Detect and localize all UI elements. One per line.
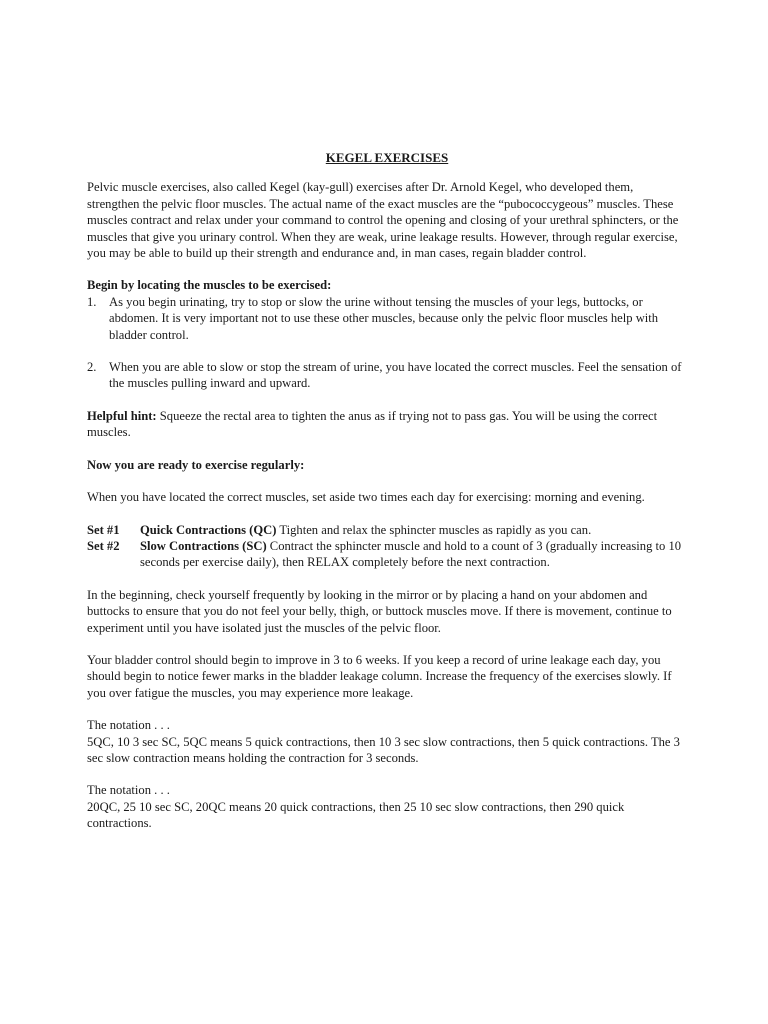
list-item bbox=[87, 359, 687, 392]
progress-paragraph: Your bladder control should begin to improve in 3 to 6 weeks. If you keep a record of urine leakage each day, you should begin to notice fewer marks in the bladder leakage column. Increase the frequency of the exercises slowly. If you over fatigue the muscles, you may experience more leakage. bbox=[87, 652, 672, 700]
steps-list bbox=[87, 294, 687, 392]
set-row bbox=[87, 522, 687, 538]
list-item-number: 1. bbox=[87, 294, 97, 309]
helpful-hint-label: Helpful hint: bbox=[87, 408, 157, 423]
notation-label: The notation . . . bbox=[87, 783, 170, 798]
document-title: KEGEL EXERCISES bbox=[325, 150, 449, 165]
sets-list bbox=[87, 522, 687, 571]
locate-heading: Begin by locating the muscles to be exercised: bbox=[87, 278, 332, 293]
ready-heading: Now you are ready to exercise regularly: bbox=[87, 457, 305, 472]
check-paragraph: In the beginning, check yourself frequently by looking in the mirror or by placing a hand on your abdomen and buttocks to ensure that you do not feel your belly, thigh, or buttock muscles move. If there is movement, continue to experiment until you have isolated just the muscles of the pelvic floor. bbox=[87, 587, 672, 635]
list-item-text: When you are able to slow or stop the stream of urine, you have located the correct muscles. Feel the sensation of the muscles pulling inward and upward. bbox=[109, 360, 682, 391]
helpful-hint-paragraph bbox=[87, 408, 687, 441]
set-label: Set #1 bbox=[87, 522, 120, 537]
notation-text: 5QC, 10 3 sec SC, 5QC means 5 quick contractions, then 10 3 sec slow contractions, then 5 quick contractions. The 3 sec slow contraction means holding the contraction for 3 seconds. bbox=[87, 734, 680, 765]
list-item-text: As you begin urinating, try to stop or slow the urine without tensing the muscles of your legs, buttocks, or abdomen. It is very important not to use these other muscles, because only the pelvic floor muscles help with bladder control. bbox=[109, 294, 659, 342]
set-text: Contract the sphincter muscle and hold to a count of 3 (gradually increasing to 10 seconds per exercise daily), then RELAX completely before the next contraction. bbox=[140, 538, 682, 570]
set-title: Slow Contractions (SC) bbox=[140, 538, 267, 553]
set-description bbox=[140, 522, 687, 538]
document-page bbox=[87, 150, 687, 848]
notation-text: 20QC, 25 10 sec SC, 20QC means 20 quick contractions, then 25 10 sec slow contractions, then 290 quick contractions. bbox=[87, 799, 625, 831]
set-label: Set #2 bbox=[87, 538, 120, 553]
schedule-paragraph: When you have located the correct muscles, set aside two times each day for exercising: morning and evening. bbox=[87, 490, 645, 505]
list-item bbox=[87, 294, 687, 343]
intro-paragraph: Pelvic muscle exercises, also called Kegel (kay-gull) exercises after Dr. Arnold Kegel, who developed them, strengthen the pelvic floor muscles. The actual name of the exact muscles are the “pubococcygeous” muscles. These muscles contract and relax under your command to control the opening and closing of your urethral sphincters, or the muscles that give you urinary control. When they are weak, urine leakage results. However, through regular exercise, you may be able to build up their strength and endurance and, in man cases, regain bladder control. bbox=[87, 180, 679, 261]
set-row bbox=[87, 538, 687, 571]
notation-block bbox=[87, 717, 687, 766]
helpful-hint-text: Squeeze the rectal area to tighten the anus as if trying not to pass gas. You will be using the correct muscles. bbox=[87, 408, 658, 440]
set-text: Tighten and relax the sphincter muscles as rapidly as you can. bbox=[276, 522, 592, 537]
notation-label: The notation . . . bbox=[87, 718, 170, 733]
set-title: Quick Contractions (QC) bbox=[140, 522, 277, 537]
notation-block bbox=[87, 782, 687, 831]
list-item-number: 2. bbox=[87, 360, 97, 375]
set-description bbox=[140, 538, 687, 571]
